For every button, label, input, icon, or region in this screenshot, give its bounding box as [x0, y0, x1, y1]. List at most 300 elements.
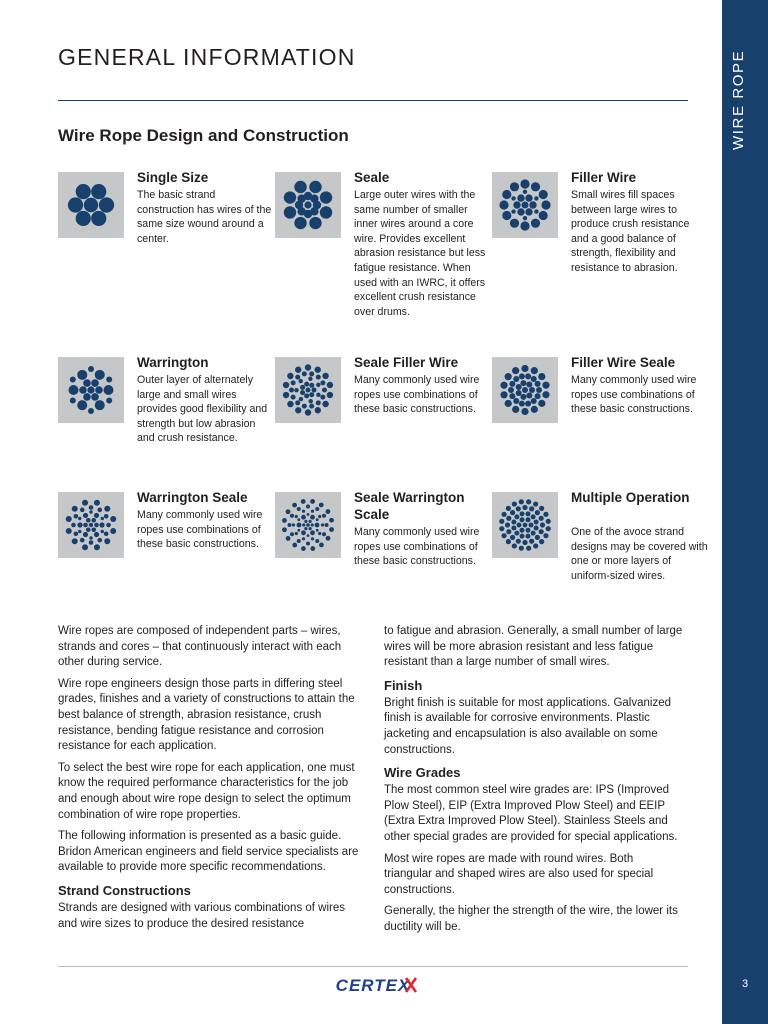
strand-wire [510, 510, 515, 515]
strand-wire [326, 509, 331, 514]
strand-wire [539, 190, 548, 199]
strand-wire [68, 197, 83, 212]
construction-description: One of the avoce strand designs may be covered with one or more layers of uniform-sized wires. [571, 526, 708, 582]
construction-card-multiple-operation [492, 492, 707, 612]
strand-wire [282, 518, 287, 523]
strand-wire [282, 527, 287, 532]
strand-wire [89, 510, 92, 513]
strand-wire [539, 539, 544, 544]
seale-filler-wire-strand-icon [275, 357, 341, 423]
strand-wire [83, 393, 91, 401]
strand-wire [83, 532, 88, 537]
strand-wire [513, 398, 519, 404]
strand-wire [309, 404, 314, 409]
strand-wire [325, 523, 329, 527]
strand-wire [94, 523, 99, 528]
strand-wire [522, 540, 527, 545]
construction-title: Filler Wire [571, 170, 637, 185]
strand-wire [329, 518, 334, 523]
strand-wire [499, 526, 504, 531]
strand-wire [505, 373, 512, 380]
strand-wire [88, 366, 94, 372]
construction-title: Single Size [137, 170, 209, 185]
strand-wire [315, 523, 320, 528]
sidebar-band [722, 0, 768, 1024]
strand-wire [300, 385, 305, 390]
construction-card-warrington-seale [58, 492, 273, 612]
strand-wire [290, 532, 294, 536]
strand-wire [94, 513, 99, 518]
strand-wire [499, 519, 504, 524]
strand-wire [316, 529, 319, 532]
strand-wire [286, 509, 291, 514]
strand-wire [95, 370, 105, 380]
certex-logo-text: CERTEX [335, 976, 411, 995]
strand-wire [292, 543, 297, 548]
strand-wire [315, 407, 321, 413]
strand-wire [502, 190, 511, 199]
strand-wire [77, 522, 82, 527]
strand-wire [531, 367, 538, 374]
strand-wire [520, 528, 525, 533]
strand-wire [301, 515, 306, 520]
strand-wire [69, 385, 79, 395]
strand-wire [306, 542, 310, 546]
strand-wire [542, 391, 549, 398]
strand-wire [534, 525, 539, 530]
strand-wire [295, 400, 300, 405]
strand-wire [283, 392, 289, 398]
strand-wire [91, 527, 96, 532]
strand-wire [506, 506, 511, 511]
strand-wire [320, 395, 325, 400]
page-title: GENERAL INFORMATION [58, 44, 356, 70]
strand-wire [500, 391, 507, 398]
multiple-operation-strand-icon [492, 492, 558, 558]
strand-wire [311, 510, 314, 513]
strand-wire [525, 373, 531, 379]
strand-wire [529, 387, 535, 393]
strand-wire [94, 532, 99, 537]
strand-wire [284, 206, 296, 218]
filler-wire-seale-strand-icon [492, 357, 558, 423]
strand-wire [110, 516, 116, 522]
construction-description: Outer layer of alternately large and small wires provides good flexibility and strength but low abrasion and crush resistance. [137, 374, 268, 445]
strand-wire [89, 505, 94, 510]
construction-description: The basic strand construction has wires of the same size wound around a center. [137, 189, 272, 245]
strand-wire [299, 397, 303, 401]
body-column-right [384, 624, 684, 942]
strand-wire [517, 208, 524, 215]
strand-wire [319, 543, 324, 548]
strand-wire [76, 211, 91, 226]
strand-wire [501, 533, 506, 538]
strand-wire [84, 198, 98, 212]
strand-wire [508, 387, 514, 393]
strand-wire [301, 546, 306, 551]
seale-warrington-scale-strand-icon [275, 492, 341, 558]
construction-description: Large outer wires with the same number of smaller inner wires around a core wire. Provides excellent abrasion resistance but less fatigue resistance. When used with an IWRC, it offers excellent crush resistance over drums. [354, 189, 486, 318]
strand-wire [287, 373, 293, 379]
strand-wire [309, 527, 312, 530]
body-paragraph: Wire rope engineers design those parts in differing steel grades, finishes and a variety of constructions to attain the best balance of strength, abrasion resistance, crush resistance, bending fatigue resistance and corrosion resistance for each application. [58, 677, 355, 753]
strand-wire [326, 536, 331, 541]
strand-wire [513, 376, 519, 382]
strand-wire [525, 194, 532, 201]
strand-wire [89, 540, 94, 545]
strand-wire [327, 392, 333, 398]
strand-wire [512, 406, 519, 413]
strand-wire [510, 535, 515, 540]
strand-wire [309, 181, 321, 193]
construction-title: Multiple Operation [571, 490, 690, 505]
strand-wire [522, 202, 529, 209]
strand-wire [301, 499, 306, 504]
strand-wire [74, 514, 79, 519]
strand-wire [308, 377, 312, 381]
strand-wire [546, 519, 551, 524]
strand-wire [97, 538, 102, 543]
strand-wire [538, 400, 545, 407]
strand-wire [76, 184, 91, 199]
strand-wire [531, 219, 540, 228]
strand-wire [295, 375, 300, 380]
strand-wire [517, 194, 524, 201]
strand-wire [520, 221, 529, 230]
strand-wire [101, 530, 104, 533]
strand-wire [315, 367, 321, 373]
construction-title: Seale [354, 170, 390, 185]
strand-wire [86, 518, 91, 523]
strand-wire [292, 503, 297, 508]
strand-wire [295, 367, 301, 373]
strand-wire [289, 388, 294, 393]
strand-wire [295, 515, 298, 518]
strand-wire [71, 523, 76, 528]
strand-wire [521, 408, 528, 415]
strand-wire [87, 386, 94, 393]
strand-wire [77, 400, 87, 410]
strand-wire [309, 392, 314, 397]
strand-wire [517, 523, 522, 528]
strand-wire [538, 373, 545, 380]
sidebar-title [730, 120, 750, 150]
strand-wire [542, 382, 549, 389]
footer-divider [58, 966, 688, 967]
construction-card-seale-filler-wire [275, 357, 490, 477]
strand-wire [91, 184, 106, 199]
strand-wire [502, 211, 511, 220]
strand-wire [525, 401, 531, 407]
construction-card-filler-wire [492, 172, 707, 292]
strand-wire [535, 510, 540, 515]
strand-wire [104, 538, 110, 544]
strand-wire [106, 523, 111, 528]
strand-wire [294, 388, 298, 392]
strand-wire [501, 512, 506, 517]
construction-card-seale-warrington-scale [275, 492, 490, 612]
strand-wire [520, 517, 525, 522]
strand-wire [310, 499, 315, 504]
strand-wire [304, 520, 307, 523]
strand-wire [86, 527, 91, 532]
strand-wire [304, 201, 311, 208]
strand-wire [104, 531, 109, 536]
strand-wire [300, 390, 305, 395]
body-paragraph: The most common steel wire grades are: IPS (Improved Plow Steel), EIP (Extra Improved Plow Steel) and EEIP (Extra Extra Improved Plow Steel). Stainless Steels and other special grades are provided for special applications. [384, 784, 678, 843]
strand-wire [80, 538, 85, 543]
warrington-seale-strand-icon [58, 492, 124, 558]
body-paragraph: Generally, the higher the strength of the wire, the lower its ductility will be. [384, 905, 678, 933]
strand-wire [510, 182, 519, 191]
strand-wire [294, 181, 306, 193]
strand-wire [309, 383, 314, 388]
construction-description: Many commonly used wire ropes use combinations of these basic constructions. [354, 526, 480, 568]
strand-wire [104, 506, 110, 512]
strand-wire [510, 219, 519, 228]
strand-wire [319, 503, 324, 508]
strand-wire [110, 528, 116, 534]
strand-wire [80, 508, 85, 513]
strand-wire [302, 510, 305, 513]
strand-wire [94, 544, 100, 550]
strand-wire [322, 373, 328, 379]
strand-wire [297, 523, 302, 528]
strand-wire [539, 506, 544, 511]
strand-wire [106, 398, 112, 404]
strand-wire [512, 367, 519, 374]
strand-wire [309, 520, 312, 523]
strand-wire [327, 382, 333, 388]
strand-wire [74, 531, 79, 536]
strand-wire [523, 523, 528, 528]
strand-wire [95, 400, 105, 410]
strand-wire [519, 401, 525, 407]
strand-wire [519, 499, 524, 504]
construction-description: Small wires fill spaces between large wires to produce crush resistance and a good balance of strength, flexibility and resistance to abrasion. [571, 189, 690, 274]
strand-wire [322, 532, 326, 536]
body-paragraph: Bright finish is suitable for most applications. Galvanized finish is available for corrosive environments. Plastic jacketing and encapsulation is also available on some constructions. [384, 696, 672, 756]
strand-wire [514, 514, 519, 519]
strand-wire [72, 538, 78, 544]
strand-wire [511, 209, 515, 213]
construction-card-single-size [58, 172, 273, 292]
strand-wire [83, 379, 91, 387]
strand-wire [70, 377, 76, 383]
strand-wire [91, 211, 106, 226]
strand-wire [533, 501, 538, 506]
strand-wire [529, 523, 534, 528]
strand-wire [526, 499, 531, 504]
strand-wire [526, 517, 531, 522]
strand-wire [304, 393, 309, 398]
strand-wire [306, 523, 310, 527]
strand-wire [531, 531, 536, 536]
strand-wire [106, 377, 112, 383]
strand-wire [290, 514, 294, 518]
strand-wire [295, 532, 298, 535]
strand-wire [520, 380, 526, 386]
strand-wire [297, 518, 300, 521]
strand-wire [519, 546, 524, 551]
strand-wire [505, 400, 512, 407]
finish-heading: Finish [384, 677, 423, 693]
strand-wire [513, 201, 520, 208]
strand-wire [312, 388, 317, 393]
strand-wire [315, 539, 319, 543]
strand-wire [299, 379, 303, 383]
filler-wire-strand-icon [492, 172, 558, 238]
strand-wire [302, 523, 305, 526]
strand-wire [519, 373, 525, 379]
header-divider [58, 100, 688, 101]
strand-wire [78, 530, 81, 533]
strand-wire [539, 516, 544, 521]
strand-wire [88, 408, 94, 414]
wire-grades-heading: Wire Grades [384, 765, 461, 781]
strand-wire [531, 514, 536, 519]
strand-wire [512, 543, 517, 548]
strand-wire [295, 407, 301, 413]
strand-wire [288, 523, 292, 527]
strand-wire [533, 543, 538, 548]
strand-wire [321, 523, 324, 526]
strand-wire [307, 534, 310, 537]
strand-wire [531, 376, 537, 382]
strand-wire [531, 182, 540, 191]
warrington-strand-icon [58, 357, 124, 423]
strand-wire [66, 516, 72, 522]
strand-wire [286, 536, 291, 541]
strand-wire [77, 370, 87, 380]
strand-wire [99, 197, 114, 212]
strand-wire [302, 537, 305, 540]
strand-constructions-heading: Strand Constructions [58, 882, 191, 898]
strand-wire [512, 501, 517, 506]
strand-wire [525, 534, 530, 539]
body-paragraph: The following information is presented as a basic guide. Bridon American engineers and field service specialists are available to provide more specific recommendations. [58, 830, 359, 874]
strand-wire [89, 536, 92, 539]
strand-wire [304, 527, 307, 530]
strand-wire [318, 515, 321, 518]
body-paragraph: to fatigue and abrasion. Generally, a small number of large wires will be more abrasion resistant and less fatigue resistant than a large number of small wires. [384, 625, 683, 669]
strand-wire [539, 211, 548, 220]
construction-description: Many commonly used wire ropes use combinations of these basic constructions. [137, 509, 263, 551]
strand-wire [94, 500, 100, 506]
strand-wire [287, 401, 293, 407]
construction-title: Warrington Seale [137, 490, 248, 505]
body-paragraph: Strands are designed with various combinations of wires and wire sizes to produce the desired resistance [58, 901, 346, 930]
strand-wire [307, 513, 310, 516]
strand-wire [521, 365, 528, 372]
strand-wire [509, 393, 515, 399]
strand-wire [516, 506, 521, 511]
strand-wire [70, 398, 76, 404]
certex-logo [318, 974, 428, 996]
strand-wire [322, 401, 328, 407]
strand-wire [516, 384, 522, 390]
construction-card-seale [275, 170, 490, 318]
strand-wire [316, 383, 320, 387]
strand-wire [91, 379, 99, 387]
strand-wire [520, 534, 525, 539]
strand-wire [526, 546, 531, 551]
strand-wire [72, 506, 78, 512]
strand-wire [526, 392, 532, 398]
strand-wire [506, 516, 511, 521]
strand-wire [534, 520, 539, 525]
strand-wire [322, 514, 326, 518]
strand-wire [505, 522, 510, 527]
strand-wire [306, 505, 310, 509]
strand-wire [297, 529, 300, 532]
body-paragraph: Most wire ropes are made with round wires. Both triangular and shaped wires are also used for special constructions. [384, 852, 654, 896]
single-size-strand-icon [58, 172, 124, 238]
strand-wire [310, 546, 315, 551]
strand-wire [499, 200, 508, 209]
strand-wire [539, 529, 544, 534]
strand-wire [294, 217, 306, 229]
construction-card-filler-wire-seale [492, 357, 707, 477]
strand-wire [104, 385, 114, 395]
strand-wire [291, 395, 296, 400]
strand-wire [310, 530, 315, 535]
body-column-left [58, 624, 363, 938]
construction-title: Seale Filler Wire [354, 355, 459, 370]
strand-wire [302, 371, 307, 376]
strand-wire [529, 539, 534, 544]
strand-wire [506, 529, 511, 534]
strand-wire [104, 514, 109, 519]
strand-wire [516, 539, 521, 544]
body-paragraph: Wire ropes are composed of independent parts – wires, strands and cores – that continuously interact with each other during service. [58, 625, 342, 669]
strand-wire [101, 517, 104, 520]
strand-wire [520, 394, 526, 400]
strand-wire [306, 388, 311, 393]
strand-wire [318, 532, 321, 535]
page-number: 3 [741, 978, 749, 990]
strand-wire [284, 191, 296, 203]
strand-wire [309, 217, 321, 229]
strand-wire [283, 382, 289, 388]
strand-wire [297, 539, 301, 543]
strand-wire [302, 404, 307, 409]
strand-wire [525, 511, 530, 516]
strand-wire [311, 523, 314, 526]
strand-wire [511, 525, 516, 530]
construction-title: Seale Warrington Scale [354, 490, 465, 522]
strand-wire [514, 531, 519, 536]
strand-wire [509, 381, 515, 387]
strand-wire [546, 526, 551, 531]
strand-wire [305, 409, 311, 415]
strand-wire [292, 523, 295, 526]
strand-wire [329, 527, 334, 532]
strand-wire [534, 196, 538, 200]
strand-wire [82, 544, 88, 550]
strand-wire [522, 505, 527, 510]
strand-wire [511, 196, 515, 200]
strand-wire [529, 201, 536, 208]
strand-wire [529, 506, 534, 511]
strand-wire [97, 508, 102, 513]
strand-wire [309, 399, 313, 403]
strand-wire [316, 393, 320, 397]
strand-wire [526, 382, 532, 388]
strand-wire [511, 520, 516, 525]
strand-wire [82, 500, 88, 506]
strand-wire [535, 535, 540, 540]
